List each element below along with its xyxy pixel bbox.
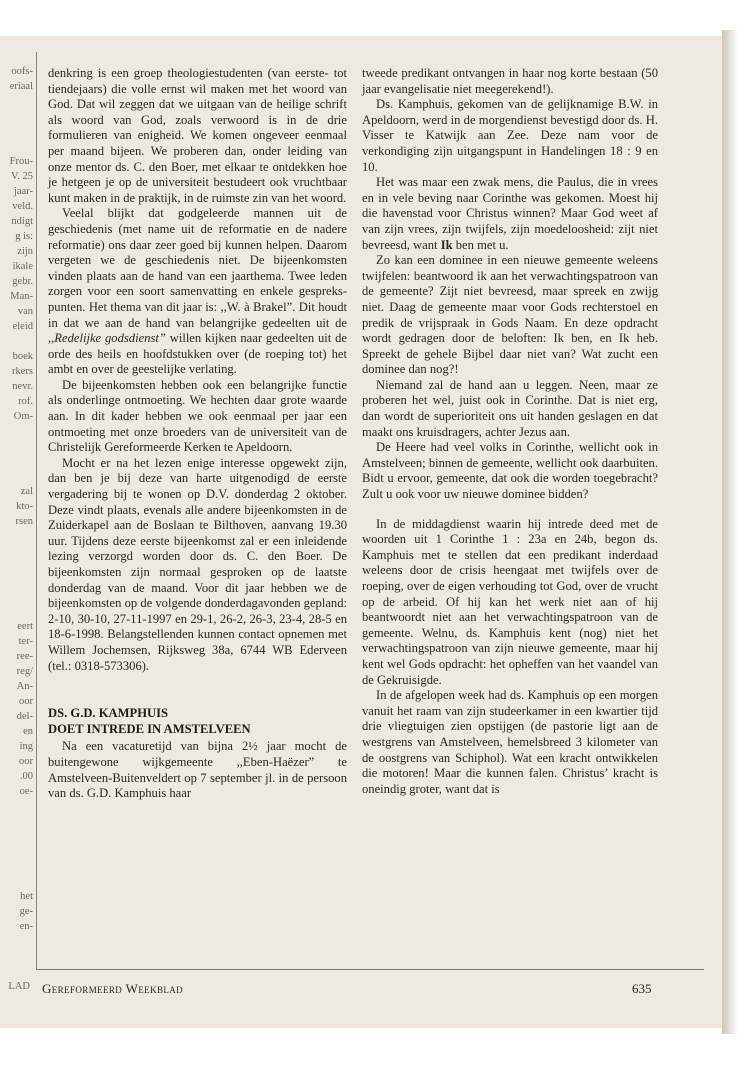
text-run: Het was maar een zwak mens, die Paulus, die in vrees en in vele beving naar Corinthe was gekomen. Moest hij die havenstad voor Christus winnen? Maar God weet af van zijn vrees, zijn twijfels, zijn moedeloosheid: zijt niet bevreesd, want: [362, 175, 658, 252]
paragraph: denkring is een groep theologiestudenten (van eerste- tot tiendejaars) die volle ernst wil maken met het woord van God. Dat wil zeggen dat we uitgaan van de heilige schrift als woord van God, zoals verwoord is in de drie formulieren van enigheid. We komen ongeveer eenmaal per maand bijeen. We proberen dan, onder leiding van onze mentor ds. C. den Boer, met elkaar te ontdekken hoe je hetgeen je op de universiteit bestudeert ook vruchtbaar kunt maken in de praktijk, in de ruimste zin van het woord.: [48, 66, 347, 205]
margin-fragment-line: [0, 544, 33, 559]
margin-fragment-line: Om-: [13, 411, 33, 422]
margin-fragment-line: [0, 589, 33, 604]
margin-fragment-line: ge-: [19, 906, 33, 917]
margin-fragment-line: [0, 574, 33, 589]
paragraph: [362, 175, 658, 253]
margin-fragment-line: oofs-: [11, 66, 33, 77]
paragraph: Na een vacaturetijd van bijna 2½ jaar mocht de buitengewone wijkgemeente ,,Eben-Haëzer” te Amstelveen-Buitenveldert op 7 september jl. in de persoon van ds. G.D. Kamphuis haar: [48, 739, 347, 801]
page-number: 635: [632, 981, 652, 996]
margin-fragment-line: veld.: [12, 201, 33, 212]
margin-fragment-line: [0, 94, 33, 109]
margin-fragment-line: gebr.: [12, 276, 33, 287]
margin-fragment-line: [0, 469, 33, 484]
page-edge-shadow: [722, 30, 738, 1034]
margin-fragment-line: .00: [19, 771, 33, 782]
paragraph: [48, 206, 347, 378]
paragraph: tweede predikant ontvangen in haar nog korte bestaan (50 jaar evangelisatie niet meegerekend!).: [362, 66, 658, 96]
margin-fragment-line: kto-: [16, 501, 33, 512]
text-run: ben met u.: [452, 237, 509, 252]
margin-fragment-line: rof.: [18, 396, 33, 407]
margin-fragment-line: rsen: [15, 516, 33, 527]
margin-fragment-line: Frou-: [9, 156, 33, 167]
margin-fragment-line: V. 25: [11, 171, 33, 182]
margin-fragment-line: eriaal: [9, 81, 33, 92]
bold-word: Ik: [440, 237, 453, 252]
margin-fragment-line: An-: [16, 681, 33, 692]
margin-fragment-line: ree-: [16, 651, 33, 662]
margin-fragment-line: [0, 604, 33, 619]
margin-fragment-line: [0, 799, 33, 814]
margin-fragment-line: rkers: [12, 366, 33, 377]
paragraph: In de afgelopen week had ds. Kamphuis op een morgen vanuit het raam van zijn studeerkamer in een kwartier tijd drie vliegtuigen zien opstijgen (de pastorie ligt aan de westgrens van Amstelveen, hemelsbreed 3 kilometer van de oostgrens van Schiphol). Wat een kracht ontwikkelen die motoren! Maar die kunnen falen. Christus’ kracht is oneindig groter, want dat is: [362, 688, 658, 796]
margin-fragment-line: en-: [19, 921, 33, 932]
margin-fragment-line: [0, 454, 33, 469]
margin-fragment-line: oor: [19, 756, 33, 767]
paragraph: Mocht er na het lezen enige interesse opgewekt zijn, dan ben je bij deze van harte uitgenodigd de eerste vergadering bij te wonen op D.V. donderdag 2 oktober. Deze vindt plaats, evenals alle andere bijeenkomsten in de Zuiderkapel aan de Boslaan te Bilthoven, aanvang 19.30 uur. Tijdens deze eerste bijeenkomst zal er een inleidende lezing verzorgd worden door ds. C. den Boer. De bijeenkomsten zijn normaal gesproken op de laatste donderdag van de maand. Voor dit jaar hebben we de bijeenkomsten op de volgende donderdagavonden gepland: 2-10, 30-10, 27-11-1997 en 29-1, 26-2, 26-3, 23-4, 28-5 en 18-6-1998. Belangstellenden kunnen contact opnemen met Willem Jochemsen, Rijksweg 38a, 6744 WB Ederveen (tel.: 0318-573306).: [48, 455, 348, 673]
margin-fragment-line: eleid: [12, 321, 33, 332]
margin-fragment-line: eert: [17, 621, 33, 632]
margin-fragment-line: zijn: [17, 246, 33, 257]
margin-fragment-line: oe-: [19, 786, 33, 797]
text-run: willen kijken naar gedeelten uit de orde des heils en hoofdstukken over (de roeping tot) het ambt en over de geestelijke verlating.: [48, 331, 347, 377]
column-right: [362, 66, 658, 797]
footer-rule: [36, 969, 704, 970]
margin-fragment-line: [0, 439, 33, 454]
margin-fragment-line: oor: [19, 696, 33, 707]
paragraph: De Heere had veel volks in Corinthe, wellicht ook in Amstelveen; binnen de gemeente, wellicht ook daarbuiten. Bidt u ervoor, gemeente, dat ook die worden toegebracht? Zult u ook voor uw nieuwe dominee bidden?: [362, 440, 658, 502]
margin-fragment-line: Man-: [10, 291, 33, 302]
margin-fragment-line: reg/: [16, 666, 33, 677]
margin-fragment-line: [0, 334, 33, 349]
book-title-italic: ,,Redelijke godsdienst”: [48, 331, 166, 346]
margin-fragment-line: ing: [19, 741, 33, 752]
paragraph: Zo kan een dominee in een nieuwe gemeente weleens twijfelen: beantwoord ik aan het verwachtingspatroon van de gemeente? Zijt niet bevreesd, maar spreek en zwijg niet. Daag de gemeente maar voor Gods rechterstoel en predik de vrijspraak in Gods Naam. En deze opdracht wordt gedragen door de beloften: Ik ben, en Ik heb. Spreekt de gehele Bijbel daar niet van? Wat zucht een dominee dan nog?!: [362, 253, 658, 377]
margin-fragment-line: [0, 814, 33, 829]
paragraph: De bijeenkomsten hebben ook een belangrijke functie als onderlinge ontmoeting. We hechten daar grote waarde aan. In dit kader hebben we ook eenmaal per jaar een ontmoeting met onze broeders van de universiteit van de Christelijk Gereformeerde Kerken te Apeldoorn.: [48, 377, 347, 455]
margin-fragment-line: het: [20, 891, 33, 902]
margin-fragment-line: nevr.: [12, 381, 33, 392]
margin-fragment-line: en: [23, 726, 33, 737]
margin-fragment-line: ikale: [12, 261, 33, 272]
paragraph: In de middagdienst waarin hij intrede deed met de woorden uit 1 Corinthe 1 : 23a en 24b, begon ds. Kamphuis met te stellen dat een predikant inderdaad weleens door de crisis heengaat met twijfels over de roeping, over de eigen verhouding tot God, over de vrucht op de arbeid. Of hij kan het werk niet aan of hij beantwoordt niet aan het verwachtingspatroon van de gemeente. Welnu, ds. Kamphuis kent (nog) niet het verwachtingspatroon van zijn nieuwe gemeente, maar hij kent wel Gods opdracht: het opheffen van het vaandel van de Gekruisigde.: [362, 516, 658, 687]
margin-fragment-line: [0, 829, 33, 844]
heading-line: DS. G.D. KAMPHUIS: [48, 706, 168, 721]
margin-fragment-line: [0, 844, 33, 859]
publication-title: Gereformeerd Weekblad: [42, 981, 184, 996]
margin-fragment-line: [0, 874, 33, 889]
margin-fragment-line: [0, 109, 33, 124]
margin-fragment-line: g is:: [15, 231, 33, 242]
margin-fragment-line: van: [17, 306, 33, 317]
margin-fragment-line: boek: [12, 351, 33, 362]
column-left: [48, 66, 347, 802]
previous-page-fragments: [0, 64, 33, 934]
margin-fragment-line: [0, 124, 33, 139]
margin-fragment-line: ter-: [18, 636, 33, 647]
margin-fragment-line: del-: [16, 711, 33, 722]
margin-fragment-line: ndigt: [11, 216, 33, 227]
margin-fragment-line: [0, 139, 33, 154]
margin-fragment-line: [0, 559, 33, 574]
margin-fragment-line: [0, 424, 33, 439]
article-heading: [48, 706, 347, 737]
paragraph: Niemand zal de hand aan u leggen. Neen, maar ze proberen het wel, juist ook in Corinthe. Dat is niet erg, dan wordt de superioriteit ons uit handen geslagen en dat maakt ons kruisdragers, achter Jezus aan.: [362, 377, 658, 439]
margin-fragment-line: zal: [20, 486, 33, 497]
margin-fragment-line: jaar-: [13, 186, 33, 197]
column-divider-rule: [36, 52, 37, 970]
text-run: Veelal blijkt dat godgeleerde mannen uit de geschiedenis (met name uit de reformatie en de nadere reformatie) ons daar zeer goed bij kunnen helpen. Daarom vergeten we de geschiedenis niet. De bijeenkomsten vinden plaats aan de hand van een jaarthema. Twee leden zorgen voor een soort samenvatting en enkele gespreks-punten. Het thema van dit jaar is: ,,W. à Brakel”. Dit houdt in dat we aan de hand van belangrijke gedeelten uit de: [48, 206, 347, 330]
heading-line: DOET INTREDE IN AMSTELVEEN: [48, 721, 251, 736]
paragraph: Ds. Kamphuis, gekomen van de gelijknamige B.W. in Apeldoorn, werd in de morgendienst bevestigd door ds. H. Visser te Katwijk aan Zee. Deze nam voor de verkondiging zijn uitgangspunt in Handelingen 18 : 9 en 10.: [362, 97, 658, 174]
margin-fragment-line: [0, 859, 33, 874]
margin-fragment-line: [0, 529, 33, 544]
previous-page-footer-fragment: LAD: [8, 981, 30, 992]
